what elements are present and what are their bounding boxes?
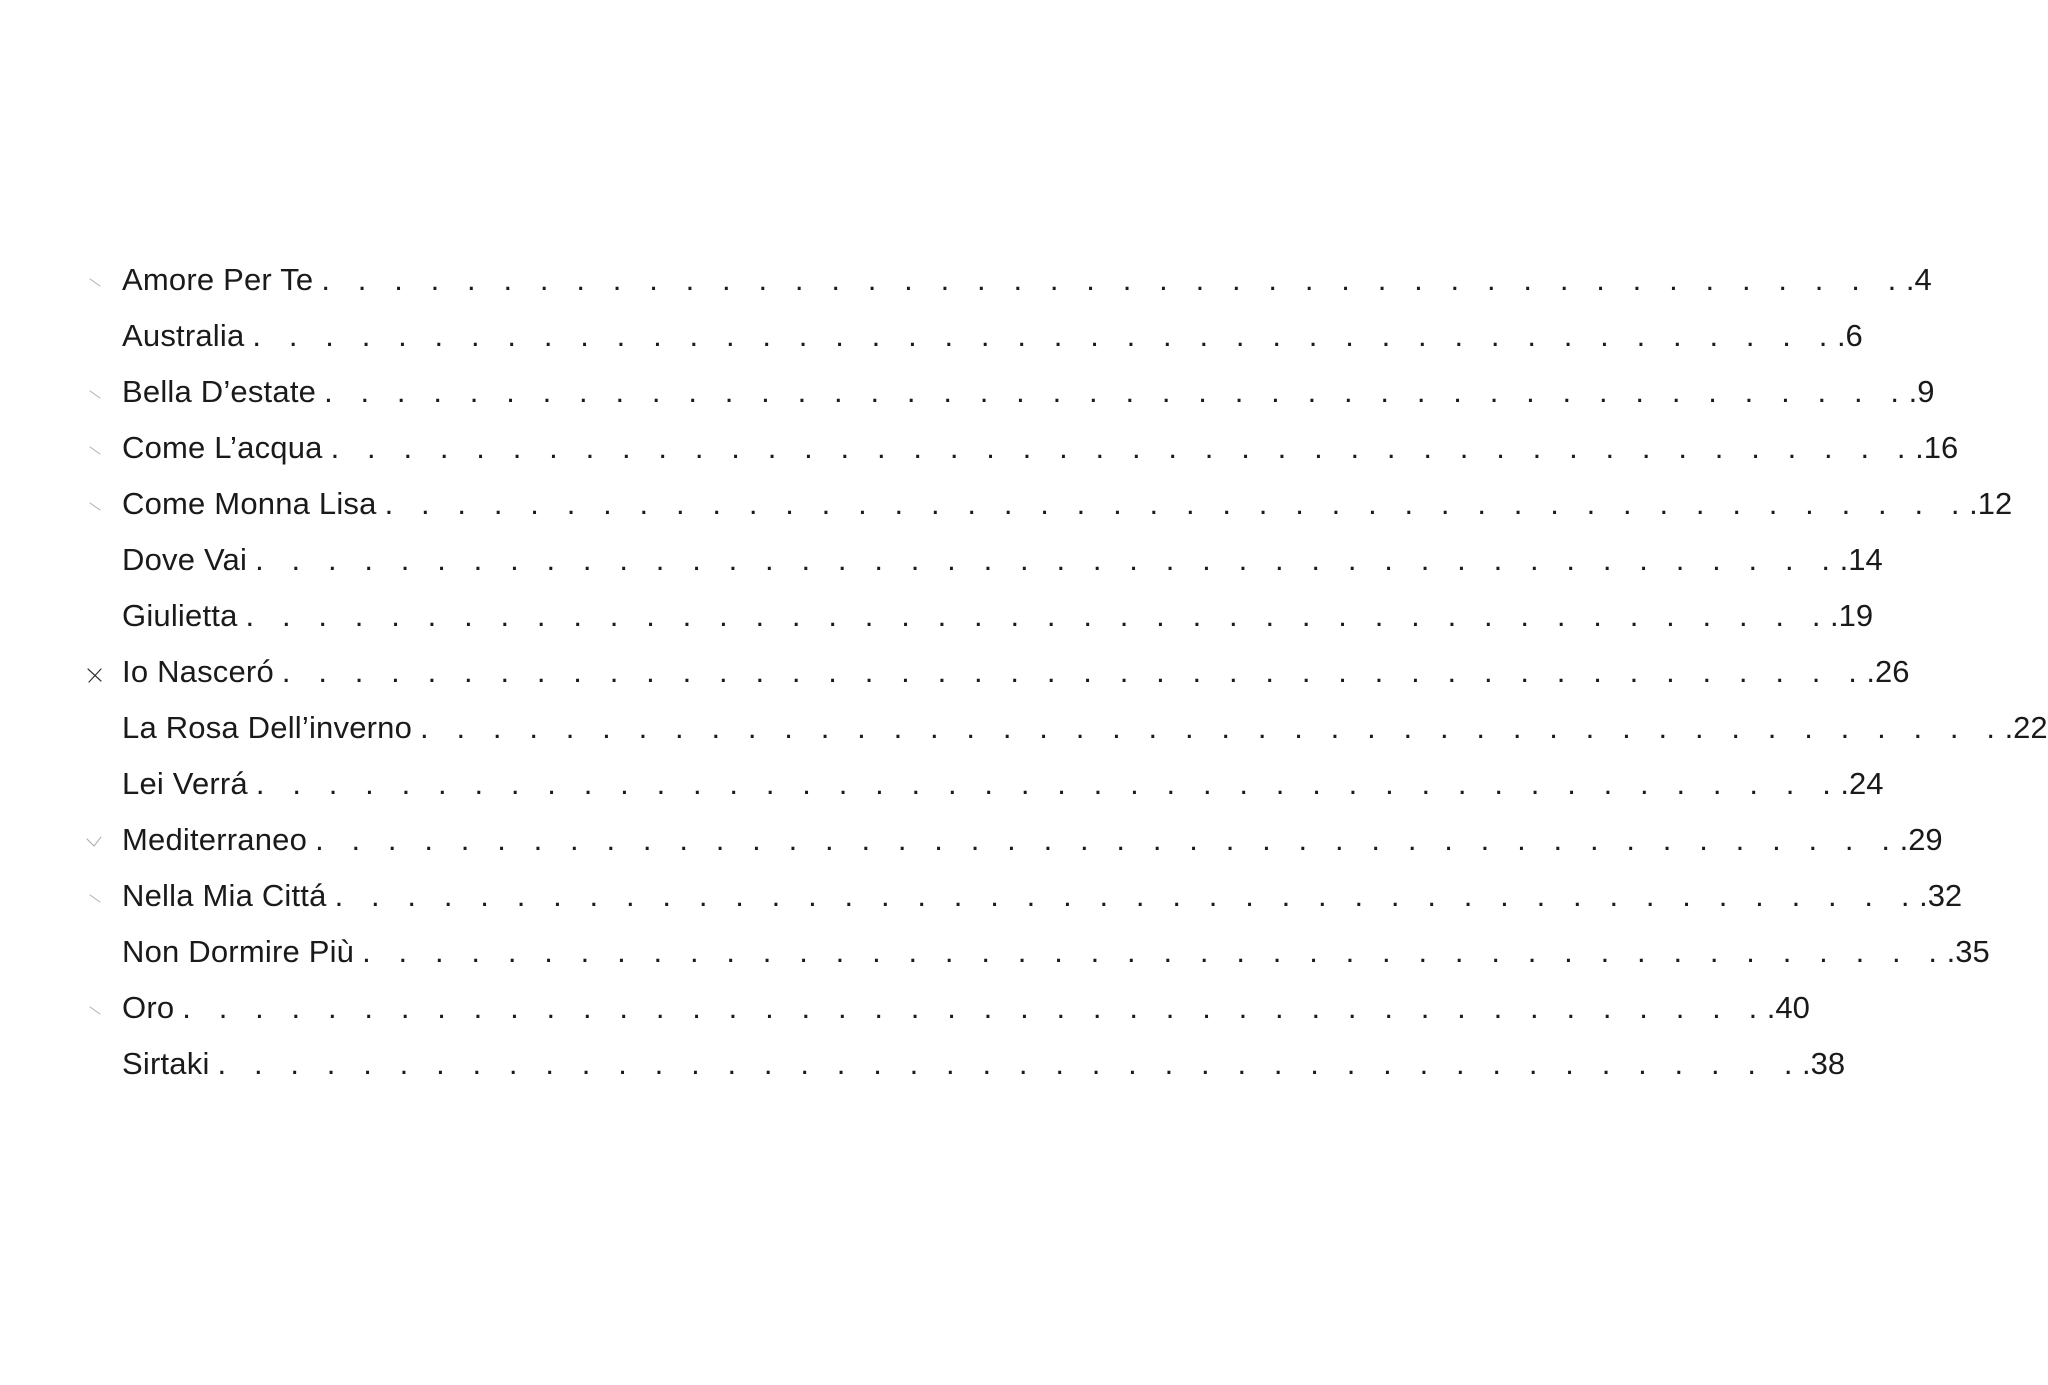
- dot-leader: . . . . . . . . . . . . . . . . . . . . . . . . . . . . . . . . . . . . . . . . . . . .: [362, 934, 1947, 969]
- pencil-mark-icon: [84, 385, 106, 405]
- page-number: .19: [1830, 598, 1874, 633]
- page-number: .6: [1836, 318, 1863, 353]
- toc-entry[interactable]: [122, 476, 2013, 532]
- dot-leader: . . . . . . . . . . . . . . . . . . . . . . . . . . . . . . . . . . . . . . . . . . . .: [324, 374, 1909, 409]
- dot-leader: . . . . . . . . . . . . . . . . . . . . . . . . . . . . . . . . . . . . . . . . . . . .: [255, 542, 1840, 577]
- pencil-mark-icon: [84, 609, 106, 629]
- song-title: Bella D’estate: [122, 374, 317, 409]
- dot-leader: . . . . . . . . . . . . . . . . . . . . . . . . . . . . . . . . . . . . . . . . . . . .: [384, 486, 1970, 521]
- toc-entry[interactable]: [122, 364, 1935, 420]
- song-title: Giulietta: [122, 598, 238, 633]
- pencil-mark-icon: [84, 273, 106, 293]
- page-number: .9: [1908, 374, 1935, 409]
- page-number: .4: [1905, 262, 1932, 297]
- dot-leader: . . . . . . . . . . . . . . . . . . . . . . . . . . . . . . . . . . . . . . . . . . . .: [255, 766, 1841, 801]
- song-title: Amore Per Te: [122, 262, 314, 297]
- toc-entry[interactable]: [122, 812, 1943, 868]
- song-title: Io Nasceró: [122, 654, 274, 689]
- page-number: .35: [1946, 934, 1990, 969]
- page-number: .16: [1915, 430, 1959, 465]
- toc-entry[interactable]: [122, 756, 1884, 812]
- song-title: Lei Verrá: [122, 766, 248, 801]
- song-title: La Rosa Dell’inverno: [122, 710, 413, 745]
- pencil-mark-icon: [84, 553, 106, 573]
- song-title: Oro: [122, 990, 175, 1025]
- dot-leader: . . . . . . . . . . . . . . . . . . . . . . . . . . . . . . . . . . . . . . . . . . . .: [281, 654, 1867, 689]
- toc-entry[interactable]: [122, 1036, 1846, 1092]
- pencil-mark-icon: [84, 777, 106, 797]
- song-title: Nella Mia Cittá: [122, 878, 327, 913]
- toc-entry[interactable]: [122, 308, 1863, 364]
- page-number: .40: [1766, 990, 1810, 1025]
- song-title: Come L’acqua: [122, 430, 323, 465]
- dot-leader: . . . . . . . . . . . . . . . . . . . . . . . . . . . . . . . . . . . . . . . . . . . .: [330, 430, 1916, 465]
- dot-leader: . . . . . . . . . . . . . . . . . . . . . . . . . . . . . . . . . . . . . . . . . . . .: [334, 878, 1920, 913]
- dot-leader: . . . . . . . . . . . . . . . . . . . . . . . . . . . . . . . . . . . . . . . . . . . .: [321, 262, 1906, 297]
- toc-entry[interactable]: [122, 924, 1990, 980]
- pencil-mark-icon: [84, 1001, 106, 1021]
- toc-entry[interactable]: [122, 532, 1883, 588]
- pencil-mark-icon: [84, 441, 106, 461]
- dot-leader: . . . . . . . . . . . . . . . . . . . . . . . . . . . . . . . . . . . . . . . . . . . .: [420, 710, 2005, 745]
- pencil-mark-icon: [84, 329, 106, 349]
- pencil-mark-icon: [84, 721, 106, 741]
- toc-entry[interactable]: [122, 980, 1810, 1036]
- toc-entry[interactable]: [122, 420, 1959, 476]
- dot-leader: . . . . . . . . . . . . . . . . . . . . . . . . . . . . . . . . . . . . . . . . . . . .: [217, 1046, 1803, 1081]
- pencil-mark-icon: [84, 497, 106, 517]
- toc-entry[interactable]: [122, 588, 1874, 644]
- page-number: .29: [1899, 822, 1943, 857]
- song-title: Come Monna Lisa: [122, 486, 377, 521]
- toc-entry[interactable]: [122, 252, 1932, 308]
- toc-entry[interactable]: [122, 700, 2048, 756]
- pencil-mark-icon: [84, 833, 106, 853]
- page-number: .26: [1866, 654, 1910, 689]
- song-title: Sirtaki: [122, 1046, 210, 1081]
- pencil-mark-icon: [84, 889, 106, 909]
- pencil-mark-icon: [84, 665, 106, 685]
- page-number: .32: [1919, 878, 1963, 913]
- page-number: .38: [1802, 1046, 1846, 1081]
- pencil-mark-icon: [84, 1057, 106, 1077]
- page-number: .24: [1840, 766, 1884, 801]
- dot-leader: . . . . . . . . . . . . . . . . . . . . . . . . . . . . . . . . . . . . . . . . . . . .: [245, 598, 1831, 633]
- song-title: Dove Vai: [122, 542, 248, 577]
- toc-entry[interactable]: [122, 868, 1963, 924]
- song-title: Non Dormire Più: [122, 934, 355, 969]
- page-number: .22: [2004, 710, 2048, 745]
- pencil-mark-icon: [84, 945, 106, 965]
- dot-leader: . . . . . . . . . . . . . . . . . . . . . . . . . . . . . . . . . . . . . . . . . . . .: [252, 318, 1837, 353]
- page-number: .12: [1969, 486, 2013, 521]
- song-title: Mediterraneo: [122, 822, 308, 857]
- dot-leader: . . . . . . . . . . . . . . . . . . . . . . . . . . . . . . . . . . . . . . . . . . . .: [315, 822, 1900, 857]
- page-number: .14: [1839, 542, 1883, 577]
- dot-leader: . . . . . . . . . . . . . . . . . . . . . . . . . . . . . . . . . . . . . . . . . . . .: [182, 990, 1767, 1025]
- toc-entry[interactable]: [122, 644, 1910, 700]
- song-title: Australia: [122, 318, 245, 353]
